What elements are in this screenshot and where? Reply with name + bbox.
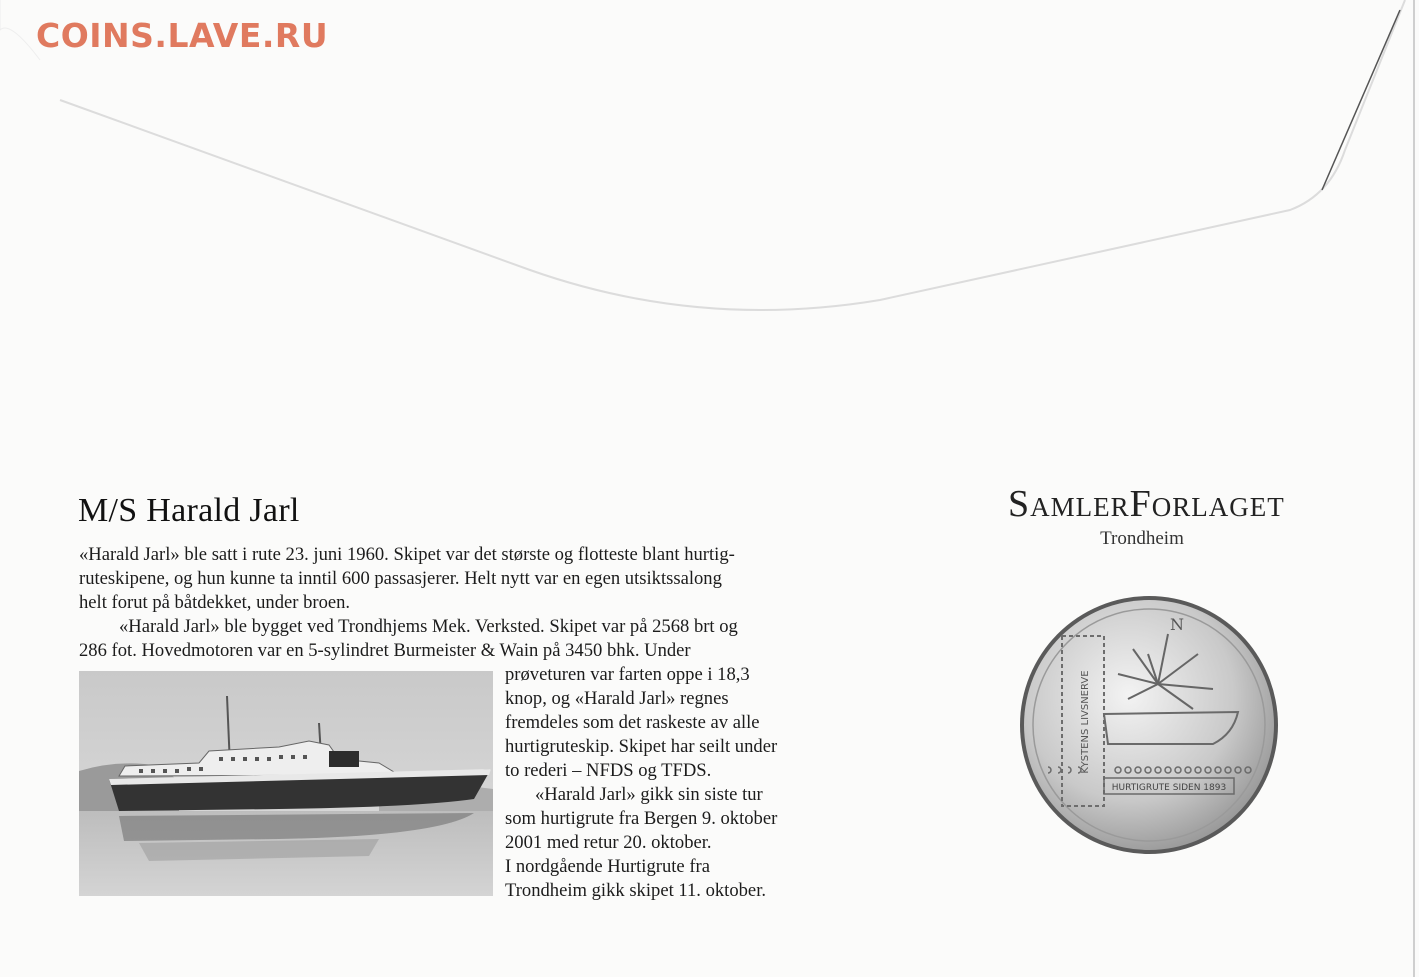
paragraph-line: 286 fot. Hovedmotoren var en 5-sylindret Burmeister & Wain på 3450 bhk. Under [79,640,691,661]
paragraph-2 [79,615,738,663]
paragraph-line: «Harald Jarl» ble satt i rute 23. juni 1960. Skipet var det største og flotteste blant hurtig- [79,544,735,565]
ship-illustration [79,671,493,896]
paragraph-line: som hurtigrute fra Bergen 9. oktober [505,808,778,829]
coin-compass-letter: N [1170,615,1184,634]
paragraph-line: Trondheim gikk skipet 11. oktober. [505,880,767,901]
paragraph-line: «Harald Jarl» gikk sin siste tur [535,784,763,805]
publisher-brand [1008,482,1285,550]
ship-photo [79,671,493,896]
paragraph-line: fremdeles som det raskeste av alle [505,712,760,733]
watermark: COINS.LAVE.RU [36,16,329,55]
coin-image [1018,594,1280,856]
coin-side-text: KYSTENS LIVSNERVE [1080,670,1091,774]
paragraph-line: to rederi – NFDS og TFDS. [505,760,712,781]
paragraph-line: 2001 med retur 20. oktober. [505,832,712,853]
paragraph-line: «Harald Jarl» ble bygget ved Trondhjems Mek. Verksted. Skipet var på 2568 brt og [119,616,738,637]
paragraph-line: knop, og «Harald Jarl» regnes [505,688,729,709]
paragraph-line: ruteskipene, og hun kunne ta inntil 600 passasjerer. Helt nytt var en egen utsiktssalong [79,568,722,589]
coin-bottom-text: HURTIGRUTE SIDEN 1893 [1111,783,1227,793]
paragraph-line: hurtigruteskip. Skipet har seilt under [505,736,778,757]
commemorative-coin [1018,594,1280,856]
paragraph-1 [79,543,735,615]
paragraph-2-wrap [505,663,777,783]
brand-city: Trondheim [1100,528,1184,549]
paragraph-line: helt forut på båtdekket, under broen. [79,592,351,613]
paragraph-line: prøveturen var farten oppe i 18,3 [505,664,750,685]
brand-name: SamlerForlaget [1008,483,1285,525]
paragraph-line: I nordgående Hurtigrute fra [505,856,710,877]
article-title: M/S Harald Jarl [78,492,300,529]
paragraph-3 [505,783,777,903]
